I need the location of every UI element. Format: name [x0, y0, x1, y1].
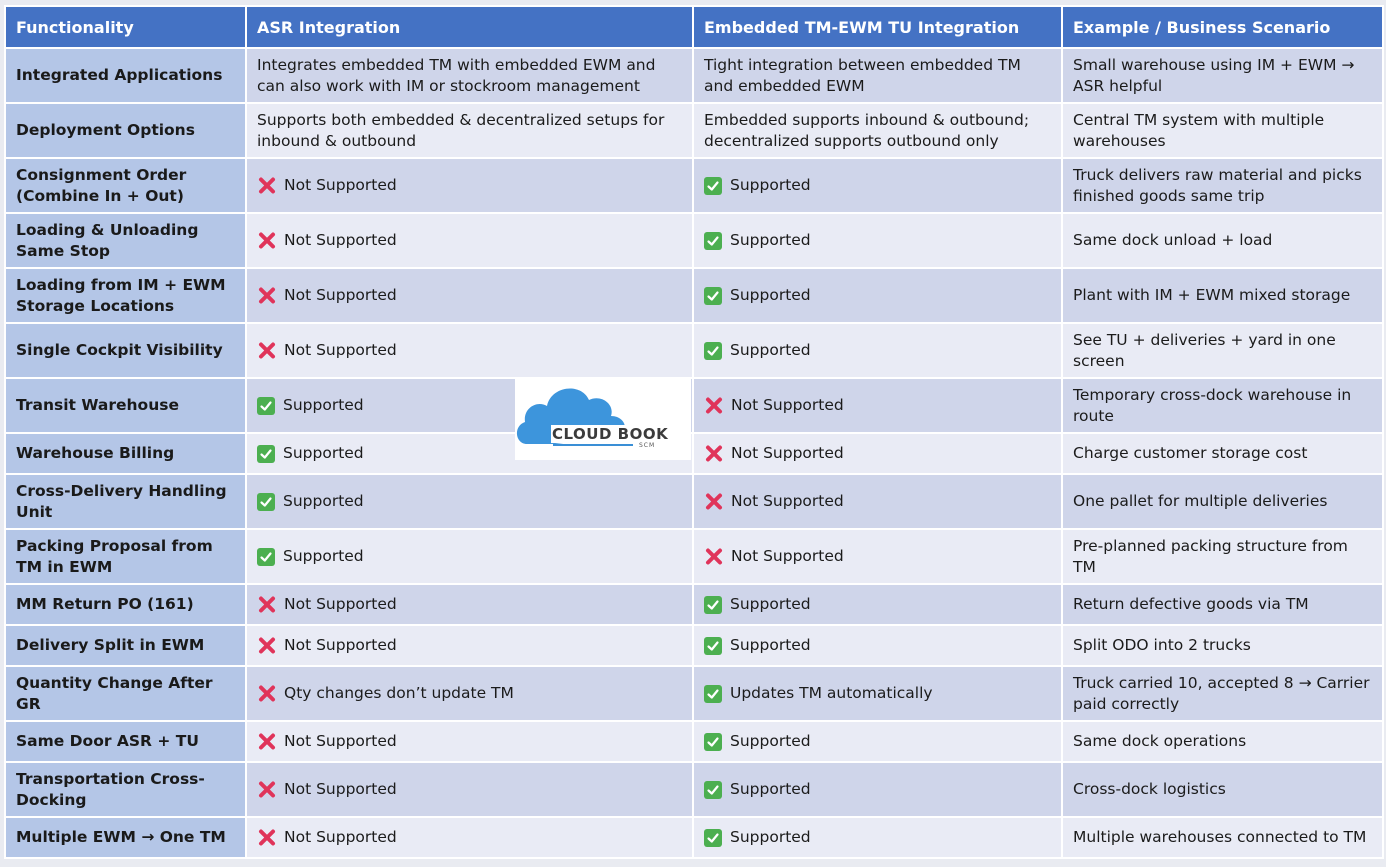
cross-icon	[257, 595, 276, 614]
embedded-integration-cell	[693, 666, 1062, 721]
table-row	[5, 268, 1383, 323]
cross-icon	[704, 547, 723, 566]
functionality-cell: Same Door ASR + TU	[5, 721, 246, 762]
asr-integration-cell	[246, 625, 693, 666]
functionality-cell: Delivery Split in EWM	[5, 625, 246, 666]
status	[704, 443, 1051, 464]
status	[257, 55, 682, 97]
check-icon	[704, 829, 722, 847]
status	[704, 827, 1051, 848]
example-cell: Split ODO into 2 trucks	[1062, 625, 1383, 666]
asr-integration-cell	[246, 666, 693, 721]
cross-icon	[257, 732, 276, 751]
status	[257, 110, 682, 152]
embedded-integration-cell	[693, 529, 1062, 584]
check-icon	[704, 733, 722, 751]
embedded-integration-cell	[693, 433, 1062, 474]
status	[257, 491, 682, 512]
status	[704, 55, 1051, 97]
asr-integration-cell	[246, 268, 693, 323]
check-icon	[257, 493, 275, 511]
status	[704, 731, 1051, 752]
status	[704, 175, 1051, 196]
status	[704, 594, 1051, 615]
check-icon	[704, 232, 722, 250]
example-cell: Cross-dock logistics	[1062, 762, 1383, 817]
status	[257, 340, 682, 361]
table-body	[5, 48, 1383, 858]
cross-icon	[704, 396, 723, 415]
table-row	[5, 625, 1383, 666]
embedded-integration-cell	[693, 474, 1062, 529]
embedded-integration-cell	[693, 103, 1062, 158]
status-text: Tight integration between embedded TM and embedded EWM	[704, 55, 1021, 95]
functionality-cell: MM Return PO (161)	[5, 584, 246, 625]
cross-icon	[257, 231, 276, 250]
embedded-integration-cell	[693, 584, 1062, 625]
status-text: Not Supported	[284, 286, 397, 304]
status-text: Updates TM automatically	[730, 684, 933, 702]
functionality-cell: Multiple EWM → One TM	[5, 817, 246, 858]
embedded-integration-cell	[693, 625, 1062, 666]
status	[257, 230, 682, 251]
check-icon	[257, 397, 275, 415]
status	[257, 594, 682, 615]
status	[257, 546, 682, 567]
status	[257, 285, 682, 306]
check-icon	[257, 548, 275, 566]
example-cell: Multiple warehouses connected to TM	[1062, 817, 1383, 858]
status	[704, 340, 1051, 361]
status-text: Not Supported	[731, 492, 844, 510]
functionality-cell: Single Cockpit Visibility	[5, 323, 246, 378]
table-row	[5, 474, 1383, 529]
status-text: Not Supported	[731, 396, 844, 414]
status-text: Not Supported	[731, 444, 844, 462]
header-functionality: Functionality	[5, 6, 246, 48]
example-cell: Pre-planned packing structure from TM	[1062, 529, 1383, 584]
embedded-integration-cell	[693, 323, 1062, 378]
status-text: Not Supported	[284, 595, 397, 613]
asr-integration-cell	[246, 213, 693, 268]
status	[704, 491, 1051, 512]
status	[257, 635, 682, 656]
logo-name: CLOUD BOOK	[552, 425, 669, 443]
embedded-integration-cell	[693, 762, 1062, 817]
check-icon	[257, 445, 275, 463]
status-text: Supported	[730, 828, 811, 846]
table-row	[5, 48, 1383, 103]
comparison-table	[4, 5, 1384, 859]
functionality-cell: Deployment Options	[5, 103, 246, 158]
table-row	[5, 529, 1383, 584]
table-row	[5, 158, 1383, 213]
status	[257, 779, 682, 800]
functionality-cell: Packing Proposal from TM in EWM	[5, 529, 246, 584]
cross-icon	[257, 286, 276, 305]
status-text: Supported	[730, 286, 811, 304]
status-text: Not Supported	[284, 732, 397, 750]
example-cell: Plant with IM + EWM mixed storage	[1062, 268, 1383, 323]
check-icon	[704, 637, 722, 655]
status-text: Supported	[730, 341, 811, 359]
embedded-integration-cell	[693, 378, 1062, 433]
check-icon	[704, 177, 722, 195]
asr-integration-cell	[246, 529, 693, 584]
functionality-cell: Loading from IM + EWM Storage Locations	[5, 268, 246, 323]
example-cell: One pallet for multiple deliveries	[1062, 474, 1383, 529]
table-row	[5, 378, 1383, 433]
status-text: Supported	[730, 732, 811, 750]
logo-subtitle: SCM	[639, 442, 656, 449]
status-text: Supported	[283, 492, 364, 510]
check-icon	[704, 342, 722, 360]
comparison-table-frame	[4, 5, 1382, 863]
asr-integration-cell	[246, 158, 693, 213]
header-asr-integration: ASR Integration	[246, 6, 693, 48]
status-text: Not Supported	[284, 231, 397, 249]
functionality-cell: Consignment Order (Combine In + Out)	[5, 158, 246, 213]
embedded-integration-cell	[693, 817, 1062, 858]
example-cell: See TU + deliveries + yard in one screen	[1062, 323, 1383, 378]
check-icon	[704, 685, 722, 703]
status-text: Supported	[730, 176, 811, 194]
embedded-integration-cell	[693, 721, 1062, 762]
header-example: Example / Business Scenario	[1062, 6, 1383, 48]
status-text: Supported	[283, 444, 364, 462]
asr-integration-cell	[246, 762, 693, 817]
example-cell: Truck delivers raw material and picks finished goods same trip	[1062, 158, 1383, 213]
table-row	[5, 323, 1383, 378]
functionality-cell: Integrated Applications	[5, 48, 246, 103]
status	[704, 546, 1051, 567]
functionality-cell: Cross-Delivery Handling Unit	[5, 474, 246, 529]
table-row	[5, 433, 1383, 474]
functionality-cell: Transportation Cross-Docking	[5, 762, 246, 817]
cloud-icon	[515, 378, 691, 460]
cross-icon	[257, 341, 276, 360]
status	[257, 175, 682, 196]
cloud-book-logo	[515, 378, 691, 460]
logo-underline	[553, 444, 633, 446]
example-cell: Truck carried 10, accepted 8 → Carrier paid correctly	[1062, 666, 1383, 721]
table-row	[5, 666, 1383, 721]
status-text: Supported	[730, 231, 811, 249]
check-icon	[704, 596, 722, 614]
status-text: Supports both embedded & decentralized setups for inbound & outbound	[257, 110, 665, 150]
example-cell: Same dock operations	[1062, 721, 1383, 762]
status	[704, 779, 1051, 800]
cross-icon	[704, 492, 723, 511]
status	[704, 395, 1051, 416]
status-text: Embedded supports inbound & outbound; decentralized supports outbound only	[704, 110, 1030, 150]
example-cell: Charge customer storage cost	[1062, 433, 1383, 474]
status-text: Qty changes don’t update TM	[284, 684, 514, 702]
functionality-cell: Transit Warehouse	[5, 378, 246, 433]
asr-integration-cell	[246, 103, 693, 158]
status-text: Not Supported	[284, 828, 397, 846]
example-cell: Central TM system with multiple warehouses	[1062, 103, 1383, 158]
example-cell: Small warehouse using IM + EWM → ASR helpful	[1062, 48, 1383, 103]
status	[704, 683, 1051, 704]
embedded-integration-cell	[693, 213, 1062, 268]
cross-icon	[257, 636, 276, 655]
check-icon	[704, 781, 722, 799]
status-text: Supported	[283, 547, 364, 565]
cross-icon	[257, 684, 276, 703]
asr-integration-cell	[246, 721, 693, 762]
status-text: Not Supported	[284, 780, 397, 798]
status-text: Not Supported	[284, 636, 397, 654]
status-text: Supported	[730, 636, 811, 654]
table-row	[5, 817, 1383, 858]
header-embedded-integration: Embedded TM-EWM TU Integration	[693, 6, 1062, 48]
status	[704, 230, 1051, 251]
status-text: Supported	[730, 595, 811, 613]
table-row	[5, 103, 1383, 158]
status-text: Not Supported	[284, 341, 397, 359]
example-cell: Temporary cross-dock warehouse in route	[1062, 378, 1383, 433]
asr-integration-cell	[246, 48, 693, 103]
asr-integration-cell	[246, 323, 693, 378]
status	[704, 285, 1051, 306]
status-text: Supported	[730, 780, 811, 798]
table-row	[5, 584, 1383, 625]
asr-integration-cell	[246, 817, 693, 858]
table-row	[5, 721, 1383, 762]
status-text: Not Supported	[284, 176, 397, 194]
functionality-cell: Loading & Unloading Same Stop	[5, 213, 246, 268]
cross-icon	[257, 780, 276, 799]
status-text: Supported	[283, 396, 364, 414]
embedded-integration-cell	[693, 158, 1062, 213]
embedded-integration-cell	[693, 48, 1062, 103]
example-cell: Same dock unload + load	[1062, 213, 1383, 268]
asr-integration-cell	[246, 474, 693, 529]
status-text: Not Supported	[731, 547, 844, 565]
functionality-cell: Warehouse Billing	[5, 433, 246, 474]
asr-integration-cell	[246, 584, 693, 625]
status	[704, 110, 1051, 152]
cross-icon	[704, 444, 723, 463]
status-text: Integrates embedded TM with embedded EWM and can also work with IM or stockroom management	[257, 55, 656, 95]
status	[257, 731, 682, 752]
cross-icon	[257, 828, 276, 847]
example-cell: Return defective goods via TM	[1062, 584, 1383, 625]
status	[257, 683, 682, 704]
table-row	[5, 762, 1383, 817]
header-row	[5, 6, 1383, 48]
status	[704, 635, 1051, 656]
cross-icon	[257, 176, 276, 195]
table-row	[5, 213, 1383, 268]
status	[257, 827, 682, 848]
check-icon	[704, 287, 722, 305]
functionality-cell: Quantity Change After GR	[5, 666, 246, 721]
embedded-integration-cell	[693, 268, 1062, 323]
